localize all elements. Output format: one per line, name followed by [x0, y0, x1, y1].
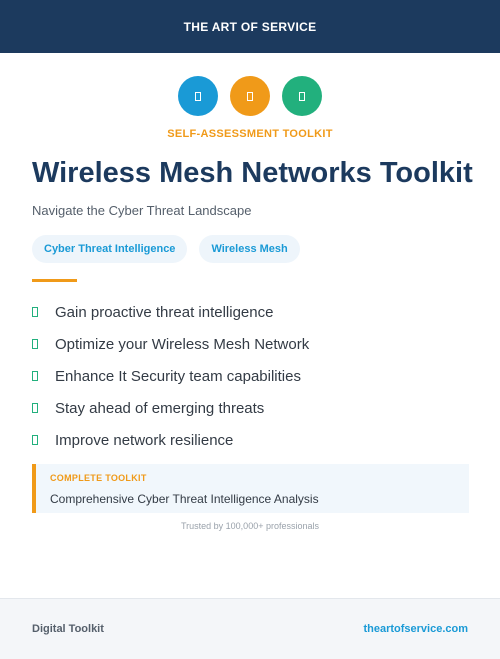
toolkit-kicker: SELF-ASSESSMENT TOOLKIT [167, 128, 333, 140]
accent-divider [32, 279, 77, 282]
checkmark-icon [32, 371, 38, 381]
checkmark-icon [32, 339, 38, 349]
benefit-list [32, 296, 309, 456]
benefit-item [32, 424, 309, 456]
callout-label: COMPLETE TOOLKIT [50, 473, 147, 483]
footer-bar [0, 598, 500, 659]
benefit-text: Improve network resilience [55, 431, 234, 449]
brand-name: THE ART OF SERVICE [183, 19, 317, 34]
checkmark-icon [32, 435, 38, 445]
benefit-text: Enhance It Security team capabilities [55, 367, 301, 385]
callout-description: Comprehensive Cyber Threat Intelligence Analysis [50, 492, 319, 506]
page-subtitle: Navigate the Cyber Threat Landscape [32, 203, 252, 218]
tag-cyber-threat-intelligence: Cyber Threat Intelligence [32, 235, 187, 263]
orange-circle-icon [230, 76, 270, 116]
checkmark-icon [32, 307, 38, 317]
tag-wireless-mesh: Wireless Mesh [199, 235, 299, 263]
placeholder-glyph-icon [247, 92, 253, 101]
green-circle-icon [282, 76, 322, 116]
trust-line: Trusted by 100,000+ professionals [180, 521, 319, 531]
icon-row [0, 76, 500, 116]
benefit-item [32, 296, 309, 328]
page-title: Wireless Mesh Networks Toolkit [32, 157, 473, 189]
benefit-item [32, 328, 309, 360]
benefit-item [32, 360, 309, 392]
benefit-text: Gain proactive threat intelligence [55, 303, 274, 321]
benefit-text: Stay ahead of emerging threats [55, 399, 265, 417]
placeholder-glyph-icon [299, 92, 305, 101]
complete-toolkit-callout [32, 464, 469, 513]
benefit-item [32, 392, 309, 424]
blue-circle-icon [178, 76, 218, 116]
placeholder-glyph-icon [195, 92, 201, 101]
website-link[interactable]: theartofservice.com [363, 623, 468, 635]
checkmark-icon [32, 403, 38, 413]
benefit-text: Optimize your Wireless Mesh Network [55, 335, 310, 353]
header-bar [0, 0, 500, 53]
footer-label: Digital Toolkit [32, 623, 104, 635]
tag-list [32, 235, 300, 263]
